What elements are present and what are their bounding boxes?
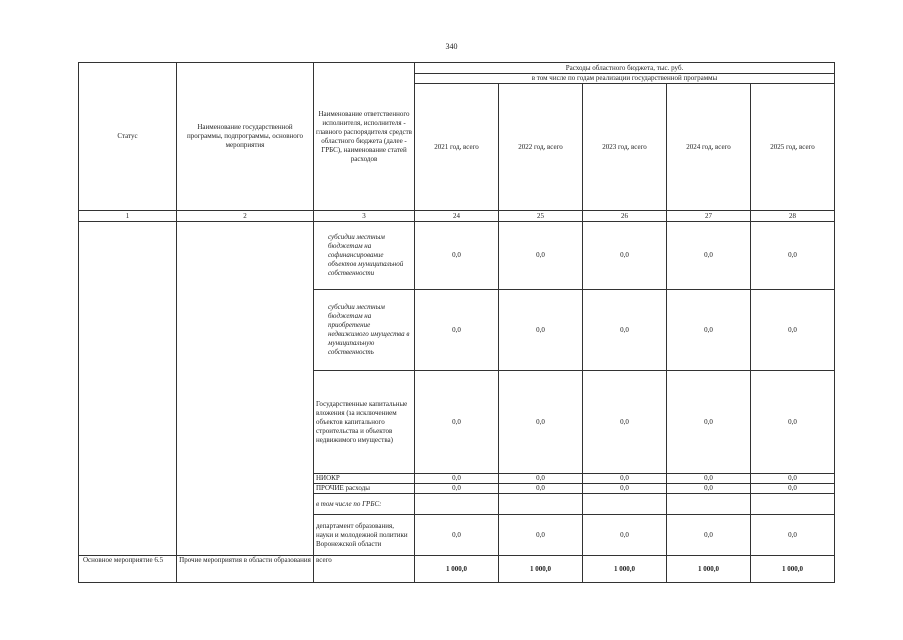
column-number: 28 bbox=[751, 211, 835, 222]
table-row bbox=[79, 556, 835, 583]
value-cell: 0,0 bbox=[667, 222, 751, 290]
header-year-2022: 2022 год, всего bbox=[499, 84, 583, 211]
header-year-2023: 2023 год, всего bbox=[583, 84, 667, 211]
value-cell-empty bbox=[667, 494, 751, 515]
value-cell: 0,0 bbox=[583, 371, 667, 474]
header-by-years: в том числе по годам реализации государственной программы bbox=[415, 74, 835, 84]
column-number: 26 bbox=[583, 211, 667, 222]
page-number: 340 bbox=[445, 42, 458, 51]
column-number: 27 bbox=[667, 211, 751, 222]
value-cell: 0,0 bbox=[751, 290, 835, 371]
value-cell: 1 000,0 bbox=[751, 556, 835, 583]
value-cell-empty bbox=[751, 494, 835, 515]
value-cell: 0,0 bbox=[583, 515, 667, 556]
status-cell-empty bbox=[79, 222, 177, 556]
value-cell: 0,0 bbox=[499, 371, 583, 474]
row-label: всего bbox=[314, 556, 415, 583]
value-cell: 0,0 bbox=[499, 290, 583, 371]
column-number: 2 bbox=[177, 211, 314, 222]
row-label: субсидии местным бюджетам на приобретение недвижимого имущества в муниципальную собственность bbox=[314, 290, 415, 371]
value-cell: 1 000,0 bbox=[415, 556, 499, 583]
header-year-2025: 2025 год, всего bbox=[751, 84, 835, 211]
program-name-cell: Прочие мероприятия в области образования bbox=[177, 556, 314, 583]
value-cell: 1 000,0 bbox=[667, 556, 751, 583]
value-cell: 0,0 bbox=[751, 484, 835, 494]
value-cell: 0,0 bbox=[499, 222, 583, 290]
budget-table bbox=[78, 62, 835, 583]
column-number: 24 bbox=[415, 211, 499, 222]
row-label: департамент образования, науки и молодежной политики Воронежской области bbox=[314, 515, 415, 556]
value-cell: 0,0 bbox=[415, 484, 499, 494]
header-year-2021: 2021 год, всего bbox=[415, 84, 499, 211]
value-cell: 0,0 bbox=[667, 290, 751, 371]
value-cell: 0,0 bbox=[499, 484, 583, 494]
value-cell: 0,0 bbox=[667, 515, 751, 556]
header-executor: Наименование ответственного исполнителя, исполнителя - главного распорядителя средств областного бюджета (далее - ГРБС), наименование статей расходов bbox=[314, 63, 415, 211]
value-cell: 0,0 bbox=[667, 474, 751, 484]
header-year-2024: 2024 год, всего bbox=[667, 84, 751, 211]
value-cell: 1 000,0 bbox=[583, 556, 667, 583]
value-cell: 0,0 bbox=[751, 515, 835, 556]
column-number-row bbox=[79, 211, 835, 222]
value-cell: 1 000,0 bbox=[499, 556, 583, 583]
value-cell: 0,0 bbox=[415, 222, 499, 290]
value-cell: 0,0 bbox=[667, 484, 751, 494]
value-cell: 0,0 bbox=[667, 371, 751, 474]
value-cell: 0,0 bbox=[415, 515, 499, 556]
value-cell: 0,0 bbox=[499, 474, 583, 484]
value-cell: 0,0 bbox=[583, 484, 667, 494]
table-row bbox=[79, 222, 835, 290]
value-cell-empty bbox=[583, 494, 667, 515]
row-label: субсидии местным бюджетам на софинансирование объектов муниципальной собственности bbox=[314, 222, 415, 290]
header-expenses: Расходы областного бюджета, тыс. руб. bbox=[415, 63, 835, 74]
value-cell-empty bbox=[499, 494, 583, 515]
status-cell: Основное мероприятие 6.5 bbox=[79, 556, 177, 583]
value-cell: 0,0 bbox=[583, 474, 667, 484]
header-status: Статус bbox=[79, 63, 177, 211]
column-number: 25 bbox=[499, 211, 583, 222]
value-cell: 0,0 bbox=[751, 474, 835, 484]
row-label: ПРОЧИЕ расходы bbox=[314, 484, 415, 494]
header-program-name: Наименование государственной программы, подпрограммы, основного мероприятия bbox=[177, 63, 314, 211]
program-name-cell-empty bbox=[177, 222, 314, 556]
value-cell: 0,0 bbox=[751, 222, 835, 290]
column-number: 3 bbox=[314, 211, 415, 222]
row-label: в том числе по ГРБС: bbox=[314, 494, 415, 515]
column-number: 1 bbox=[79, 211, 177, 222]
value-cell: 0,0 bbox=[583, 222, 667, 290]
value-cell: 0,0 bbox=[499, 515, 583, 556]
value-cell: 0,0 bbox=[415, 290, 499, 371]
value-cell: 0,0 bbox=[751, 371, 835, 474]
value-cell: 0,0 bbox=[415, 474, 499, 484]
value-cell: 0,0 bbox=[583, 290, 667, 371]
value-cell: 0,0 bbox=[415, 371, 499, 474]
budget-table-sheet bbox=[78, 62, 835, 583]
value-cell-empty bbox=[415, 494, 499, 515]
row-label: НИОКР bbox=[314, 474, 415, 484]
row-label: Государственные капитальные вложения (за исключением объектов капитального строительства и объектов недвижимого имущества) bbox=[314, 371, 415, 474]
